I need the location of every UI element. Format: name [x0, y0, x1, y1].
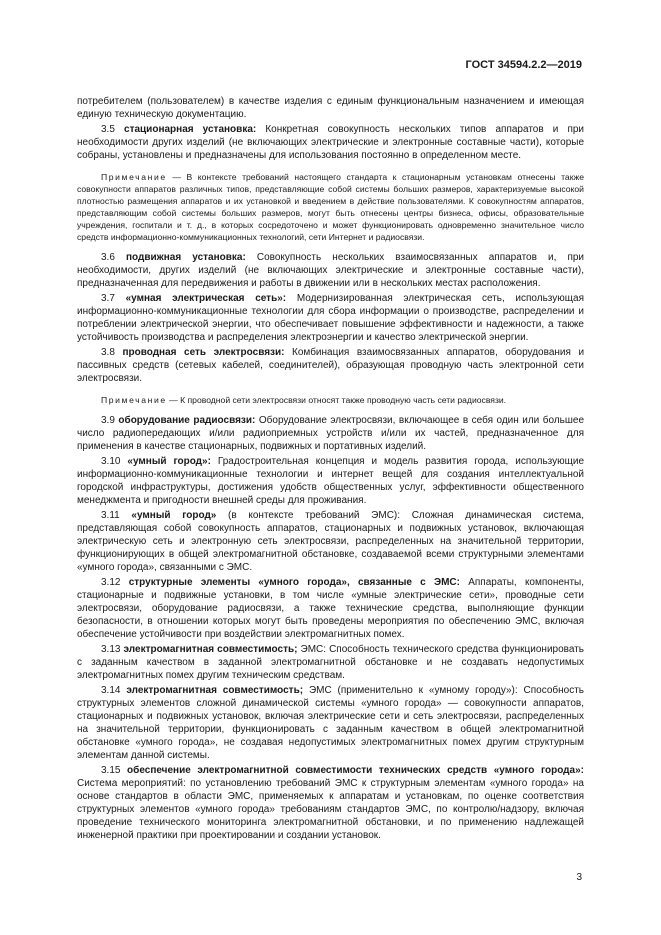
note-wired-network: Примечание — К проводной сети электросвязи относят также проводную часть сети радиосвязи. [101, 395, 507, 405]
definition-3-10: 3.10 «умный город»: Градостроительная концепция и модель развития города, использующие информационно-коммуникационные технологии и интернет вещей для создания интеллектуальной городской инфраструктуры, достижения удобств общественных услуг, эффективности общественного менеджмента и пригодности внешней среды для проживания. [77, 456, 584, 506]
definition-3-8: 3.8 проводная сеть электросвязи: Комбинация взаимосвязанных аппаратов, оборудования и пассивных средств (сетевых кабелей, соединителей), образующая проводную часть электронной сети электросвязи. [77, 347, 585, 384]
definition-3-7: 3.7 «умная электрическая сеть»: Модернизированная электрическая сеть, использующая информационно-коммуникационные технологии для сбора информации о производстве, распределении и потреблении электрической энергии, что обеспечивает повышение эффективности и надежности, а также устойчивость производства и распределения электроэнергии и качество электрической энергии. [77, 293, 584, 343]
definition-3-14: 3.14 электромагнитная совместимость; ЭМС (применительно к «умному городу»): Способность структурных элементов сложной динамической системы «умного города» — совокупности аппаратов, стационарных и подвижных установок, включая электрические сети и сеть электросвязи, распределенных на значительной территории, функционировать с заданным качеством в общей электромагнитной обстановке «умного города», не создавая недопустимых электромагнитных помех другим структурным элементам данной системы. [77, 685, 585, 761]
definition-3-6: 3.6 подвижная установка: Совокупность нескольких взаимосвязанных аппаратов и, при необходимости, других изделий (не включающих электрические и электронные составные части), предназначенная для передвижения и работы в движении или в нескольких местах расположения. [77, 252, 585, 289]
definition-3-12: 3.12 структурные элементы «умного города», связанные с ЭМС: Аппараты, компоненты, стационарные и подвижные установки, в том числе «умные электрические сети», проводные сети электросвязи, оборудование радиосвязи, а также технические средства, выполняющие функции безопасности, в отношении которых могут быть проведены мероприятия по обеспечению ЭМС, включая обеспечение устойчивости при воздействии электромагнитных помех. [77, 577, 584, 640]
definition-3-15: 3.15 обеспечение электромагнитной совместимости технических средств «умного города»: Система мероприятий: по установлению требований ЭМС к структурным элементам «умного города» на основе стандартов в области ЭМС, применяемых к аппаратам и установкам, по оценке соответствия структурных элементов «умного города» требованиям стандартов ЭМС, по контролю/надзору, включая проведение технического мониторинга электромагнитной обстановки, и по применению надлежащей инженерной практики при проектировании и создании установок. [77, 765, 584, 841]
note-stationary: Примечание — В контексте требований настоящего стандарта к стационарным установкам отнесены также совокупности аппаратов различных типов, представляющие собой системы больших размеров, характеризуемые высокой плотностью размещения аппаратов и их установкой и введением в действие пользователями. К совокупностям аппаратов, представляющим собой системы больших размеров, могут быть отнесены центры бизнеса, офисы, образовательные учреждения, госпитали и т. д., в которых сосредоточено и может функционировать одновременно значительное число средств информационно-коммуникационных технологий, сети Интернет и радиосвязи. [77, 172, 584, 242]
definition-3-13: 3.13 электромагнитная совместимость; ЭМС: Способность технического средства функционировать с заданным качеством в заданной электромагнитной обстановке и не создавать недопустимых электромагнитных помех другим техническим средствам. [77, 644, 584, 681]
page-number: 3 [576, 872, 582, 883]
definition-3-9: 3.9 оборудование радиосвязи: Оборудование электросвязи, включающее в себя один или большее число радиопередающих и/или радиоприемных устройств и/или их частей, предназначенное для применения в качестве стационарных, подвижных и портативных изделий. [77, 415, 585, 452]
definition-3-5: 3.5 стационарная установка: Конкретная совокупность нескольких типов аппаратов и при необходимости других изделий (не включающих электрические и электронные составные части), которые собраны, установлены и предназначены для использования постоянно в определенном месте. [77, 124, 585, 161]
definition-3-11: 3.11 «умный город» (в контексте требований ЭМС): Сложная динамическая система, представляющая собой совокупность аппаратов, стационарных и подвижных установок, включающая электрическую сеть и электронную сеть электросвязи, распределенных на значительной территории, функционирующих в общей электромагнитной обстановке, создаваемой всеми структурными элементами «умного города», связанными с ЭМС. [77, 510, 585, 573]
intro-paragraph: потребителем (пользователем) в качестве изделия с единым функциональным назначением и имеющая единую техническую документацию. [77, 96, 584, 120]
document-body [77, 95, 584, 844]
document-header: ГОСТ 34594.2.2—2019 [465, 59, 582, 71]
